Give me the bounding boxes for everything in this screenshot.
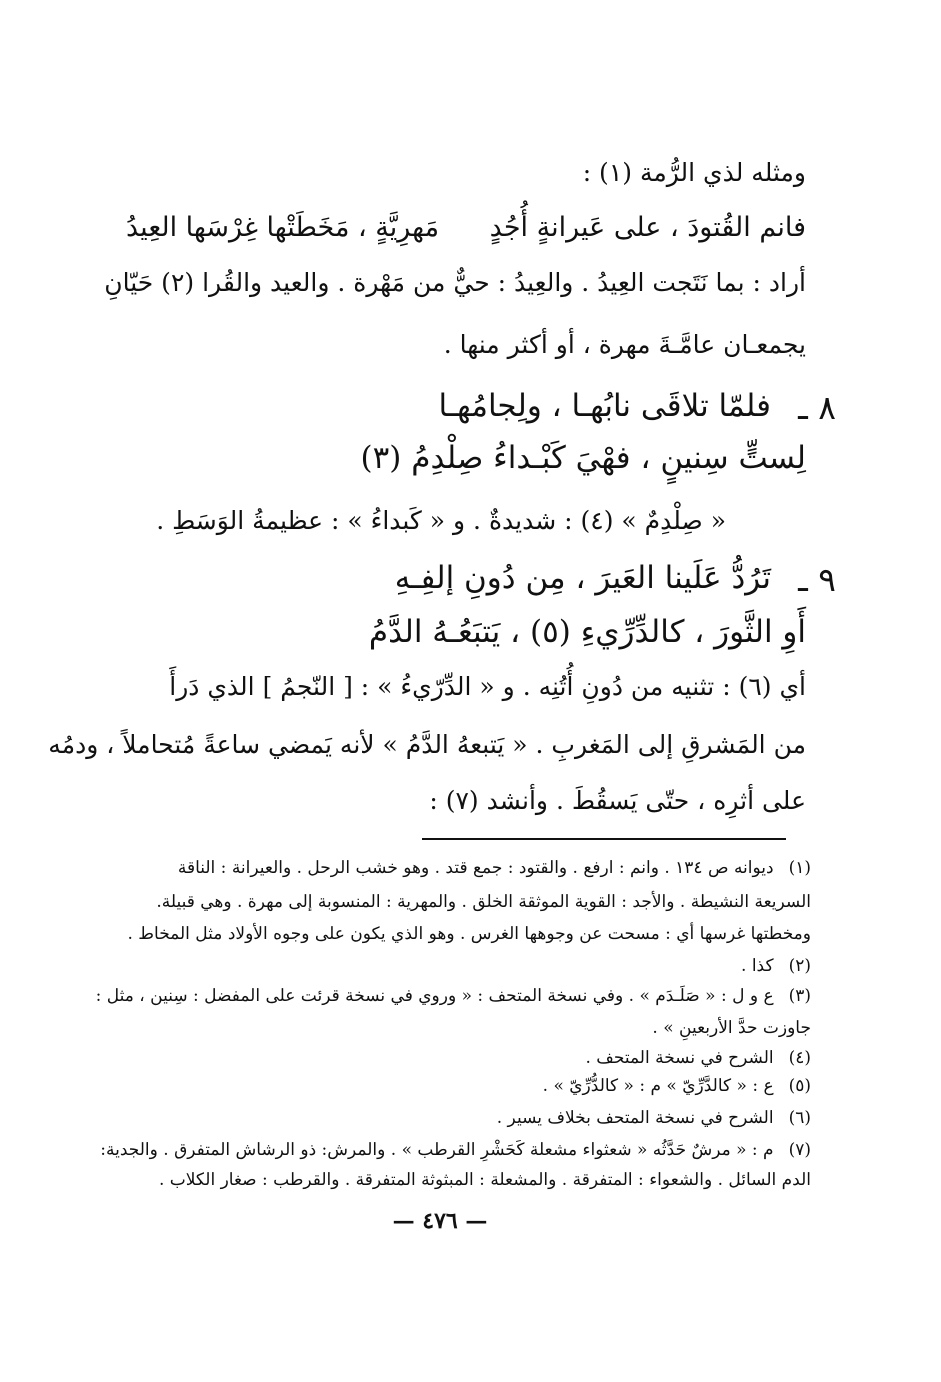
footnote-text: ع و ل : « صَلَـدَم » . وفي نسخة المتحف : « وروي في نسخة قرئت على المفضل : سِنين ، مثل : — [95, 986, 774, 1006]
gloss-9-line-2: من المَشرقِ إلى المَغربِ . « يَتبعهُ الدَّمُ » لأنه يَمضي ساعةً مُتحاملاً ، ودمُه — [48, 730, 806, 759]
footnote-text: كذا . — [741, 956, 774, 976]
footnote-2 — [741, 956, 811, 976]
footnote-separator — [422, 838, 786, 840]
footnote-4 — [585, 1048, 811, 1068]
gloss-9-line-1: أي (٦) : تثنيه من دُونِ أُتُنِه . و « الدِّرّيءُ » : [ النّجمُ ] الذي دَرأَ — [169, 672, 806, 701]
verse-8-number: ٨ ـ — [798, 388, 836, 427]
footnote-number: (٢) — [788, 956, 811, 976]
verse-1-second-hemistich: مَهرِيَّةٍ ، مَخَطَتْها غِرْسَها العِيدُ — [126, 212, 440, 243]
verse-8-second-hemistich: لِستٍّ سِنينٍ ، فهْيَ كَبْـداءُ صِلْدِمُ (٣) — [360, 440, 806, 476]
footnote-text: الشرح في نسخة المتحف . — [585, 1048, 774, 1068]
footnote-3 — [96, 986, 811, 1006]
footnote-5 — [543, 1076, 811, 1096]
footnote-number: (٥) — [788, 1076, 811, 1096]
footnote-number: (٤) — [788, 1048, 811, 1068]
intro-line: ومثله لذي الرُّمة (١) : — [582, 158, 806, 187]
footnote-number: (٣) — [788, 986, 811, 1006]
footnote-text: الشرح في نسخة المتحف بخلاف يسير . — [496, 1108, 774, 1128]
footnote-7 — [100, 1140, 811, 1160]
verse-9-second-hemistich: أَوِ الثَّورَ ، كالدِّرِّيءِ (٥) ، يَتبَعُـهُ الدَّمُ — [368, 614, 806, 650]
verse-1 — [126, 212, 806, 252]
gloss-8: « صِلْدِمٌ » (٤) : شديدةٌ . و « كَبداءُ » : عظيمةُ الوَسَطِ . — [156, 506, 726, 535]
verse-1-first-hemistich: فانم القُتودَ ، على عَيرانةٍ أُجُدٍ — [489, 212, 806, 243]
verse-9-number: ٩ ـ — [798, 560, 836, 599]
gloss-9-line-3: على أثرِه ، حتّى يَسقُطَ . وأنشد (٧) : — [429, 786, 806, 815]
footnote-1-continuation: السريعة النشيطة . والأجد : القوية الموثقة الخلق . والمهرية : المنسوبة إلى مهرة . وهي قبيلة. — [156, 892, 811, 912]
footnote-6 — [497, 1108, 811, 1128]
footnote-number: (١) — [788, 858, 811, 878]
footnote-text: ع : « كالدَّرِّيّ » م : « كالدُّرِّيّ » . — [542, 1076, 774, 1096]
page-number: — ٤٧٦ — — [392, 1208, 488, 1234]
footnote-3-continuation: جاوزت حدَّ الأربعينِ » . — [652, 1018, 811, 1038]
footnote-text: ديوانه ص ١٣٤ . وانم : ارفع . والقتود : جمع قتد . وهو خشب الرحل . والعيرانة : الناقة — [177, 858, 774, 878]
verse-8-first-hemistich: فلمّا تلاقَى نابُهـا ، ولِجامُهـا — [438, 388, 771, 424]
footnote-number: (٧) — [788, 1140, 811, 1160]
footnote-7-continuation: الدم السائل . والشعواء : المتفرقة . والمشعلة : المبثوثة المتفرقة . والقرطب : صغار الكلاب . — [158, 1170, 811, 1190]
footnote-1 — [178, 858, 811, 878]
gloss-1-line-2: يجمعـان عامَّـةَ مهرة ، أو أكثر منها . — [443, 330, 806, 359]
gloss-1-line-1: أراد : بما نَتَجت العِيدُ . والعِيدُ : حيٌّ من مَهْرة . والعيد والقُرا (٢) حَيّانِ — [104, 268, 806, 297]
footnote-number: (٦) — [788, 1108, 811, 1128]
footnote-text: م : « مرشٌ حَدَّثُه « شعثواء مشعلة كَحَشْرِ القرطب » . والمرش: ذو الرشاش المتفرق . والجدية: — [100, 1140, 774, 1160]
footnote-1-continuation: ومخطتها غرسها أي : مسحت عن وجوهها الغرس . وهو الذي يكون على وجوه الأولاد مثل المخاط . — [127, 924, 811, 944]
verse-9-first-hemistich: تَرُدُّ عَلَينا العَيرَ ، مِن دُونِ إلفِـهِ — [394, 560, 771, 596]
